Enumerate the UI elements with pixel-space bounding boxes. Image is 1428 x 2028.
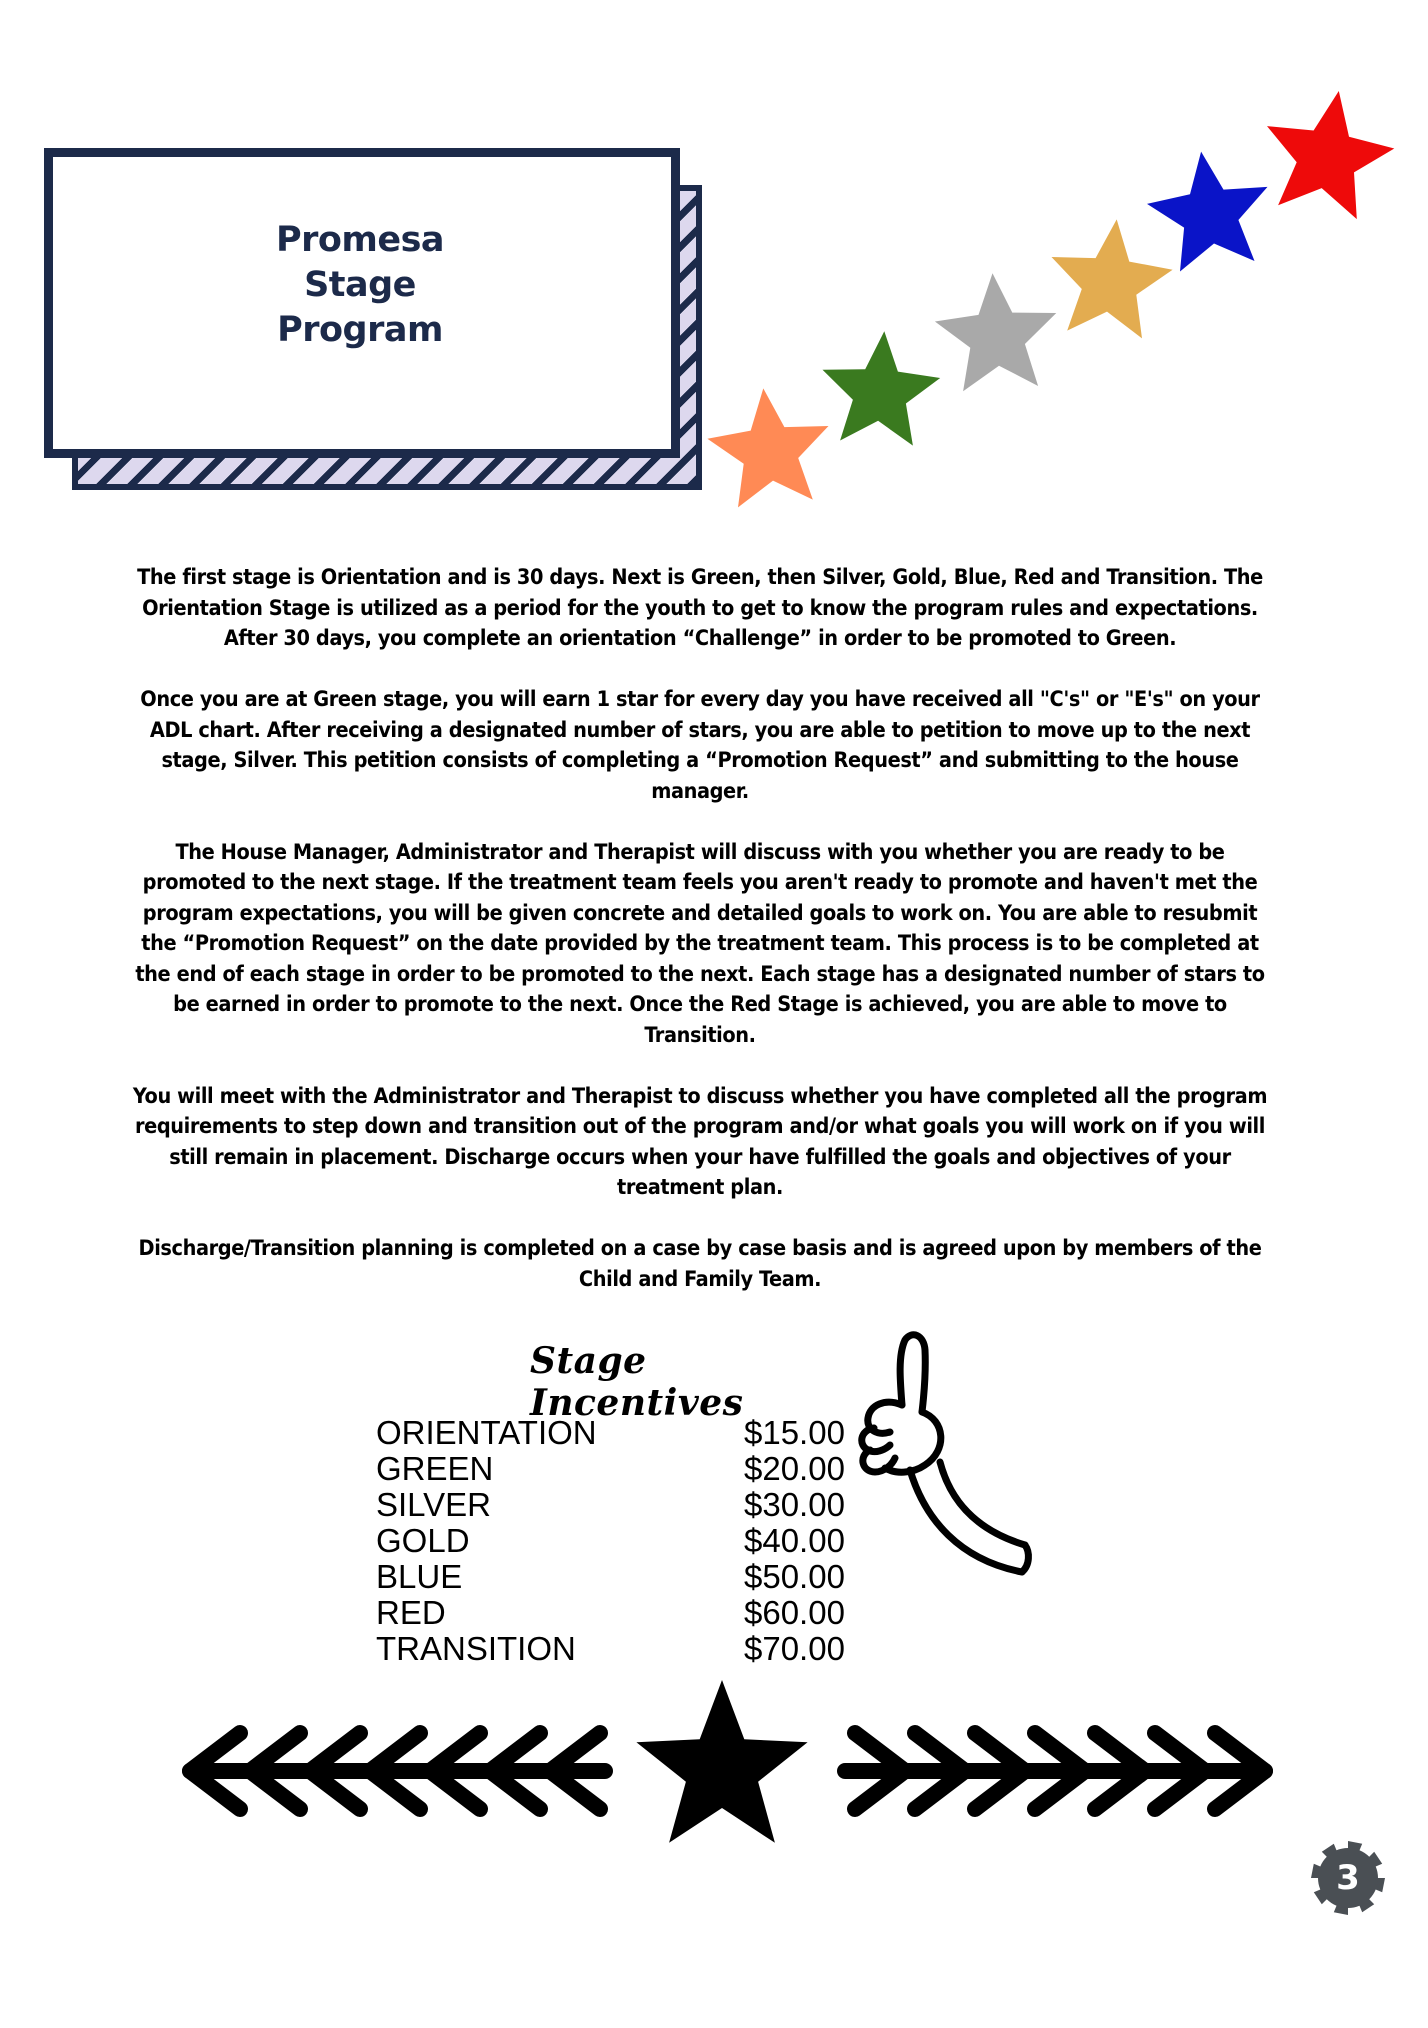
incentive-row (376, 1631, 876, 1667)
paragraph-planning: Discharge/Transition planning is completed on a case by case basis and is agreed upon by members of the Child and Family Team. (138, 1236, 1262, 1292)
incentive-amount: $50.00 (744, 1558, 845, 1595)
paragraph-orientation: The first stage is Orientation and is 30 days. Next is Green, then Silver, Gold, Blue, Red and Transition. The Orientation Stage is utilized as a period for the youth to get to know the program rules and expectations. After 30 days, you complete an orientation “Challenge” in order to be promoted to Green. (137, 565, 1263, 651)
silver-star-icon (935, 273, 1056, 391)
incentive-amount: $40.00 (744, 1522, 845, 1559)
incentive-row (376, 1487, 876, 1523)
red-star-icon (1267, 91, 1394, 219)
incentive-row (376, 1559, 876, 1595)
incentive-stage: SILVER (376, 1486, 491, 1523)
gold-star-icon (1052, 219, 1173, 338)
incentives-title: Stage Incentives (530, 1340, 744, 1424)
pointing-hand-icon (862, 1335, 1029, 1572)
incentive-stage: BLUE (376, 1558, 463, 1595)
incentive-row (376, 1523, 876, 1559)
page-number: 3 (1336, 1858, 1360, 1898)
incentive-amount: $70.00 (744, 1630, 845, 1667)
incentive-stage: TRANSITION (376, 1630, 576, 1667)
center-star-icon (636, 1680, 807, 1843)
orange-star-icon (707, 388, 828, 507)
incentive-stage: GOLD (376, 1522, 470, 1559)
title-line-1: Promesa (275, 220, 445, 260)
incentives-table (376, 1415, 876, 1667)
blue-star-icon (1147, 152, 1268, 272)
incentive-row (376, 1451, 876, 1487)
green-star-icon (823, 331, 941, 445)
incentive-row (376, 1595, 876, 1631)
title-line-2: Stage (304, 265, 416, 305)
right-arrow-icon (845, 1733, 1265, 1809)
incentive-amount: $60.00 (744, 1594, 845, 1631)
stage-description (130, 563, 1270, 1326)
incentive-stage: ORIENTATION (376, 1414, 597, 1451)
paragraph-promotion: The House Manager, Administrator and Therapist will discuss with you whether you are ready to be promoted to the next stage. If the treatment team feels you aren't ready to promote and haven't met the program expectations, you will be given concrete and detailed goals to work on. You are able to resubmit the “Promotion Request” on the date provided by the treatment team. This process is to be completed at the end of each stage in order to be promoted to the next. Each stage has a designated number of stars to be earned in order to promote to the next. Once the Red Stage is achieved, you are able to move to Transition. (135, 839, 1265, 1048)
incentive-amount: $20.00 (744, 1450, 845, 1487)
title-line-3: Program (277, 310, 443, 350)
left-arrow-icon (190, 1733, 605, 1809)
paragraph-discharge: You will meet with the Administrator and Therapist to discuss whether you have completed all the program requirements to step down and transition out of the program and/or what goals you will work on if you will still remain in placement. Discharge occurs when your have fulfilled the goals and objectives of your treatment plan. (132, 1083, 1268, 1200)
incentive-stage: GREEN (376, 1450, 494, 1487)
incentive-amount: $30.00 (744, 1486, 845, 1523)
incentive-amount: $15.00 (744, 1414, 845, 1451)
paragraph-green-stage: Once you are at Green stage, you will earn 1 star for every day you have received all "C's" or "E's" on your ADL chart. After receiving a designated number of stars, you are able to petition to move up to the next stage, Silver. This petition consists of completing a “Promotion Request” and submitting to the house manager. (140, 687, 1260, 804)
incentive-stage: RED (376, 1594, 446, 1631)
incentive-row (376, 1415, 876, 1451)
